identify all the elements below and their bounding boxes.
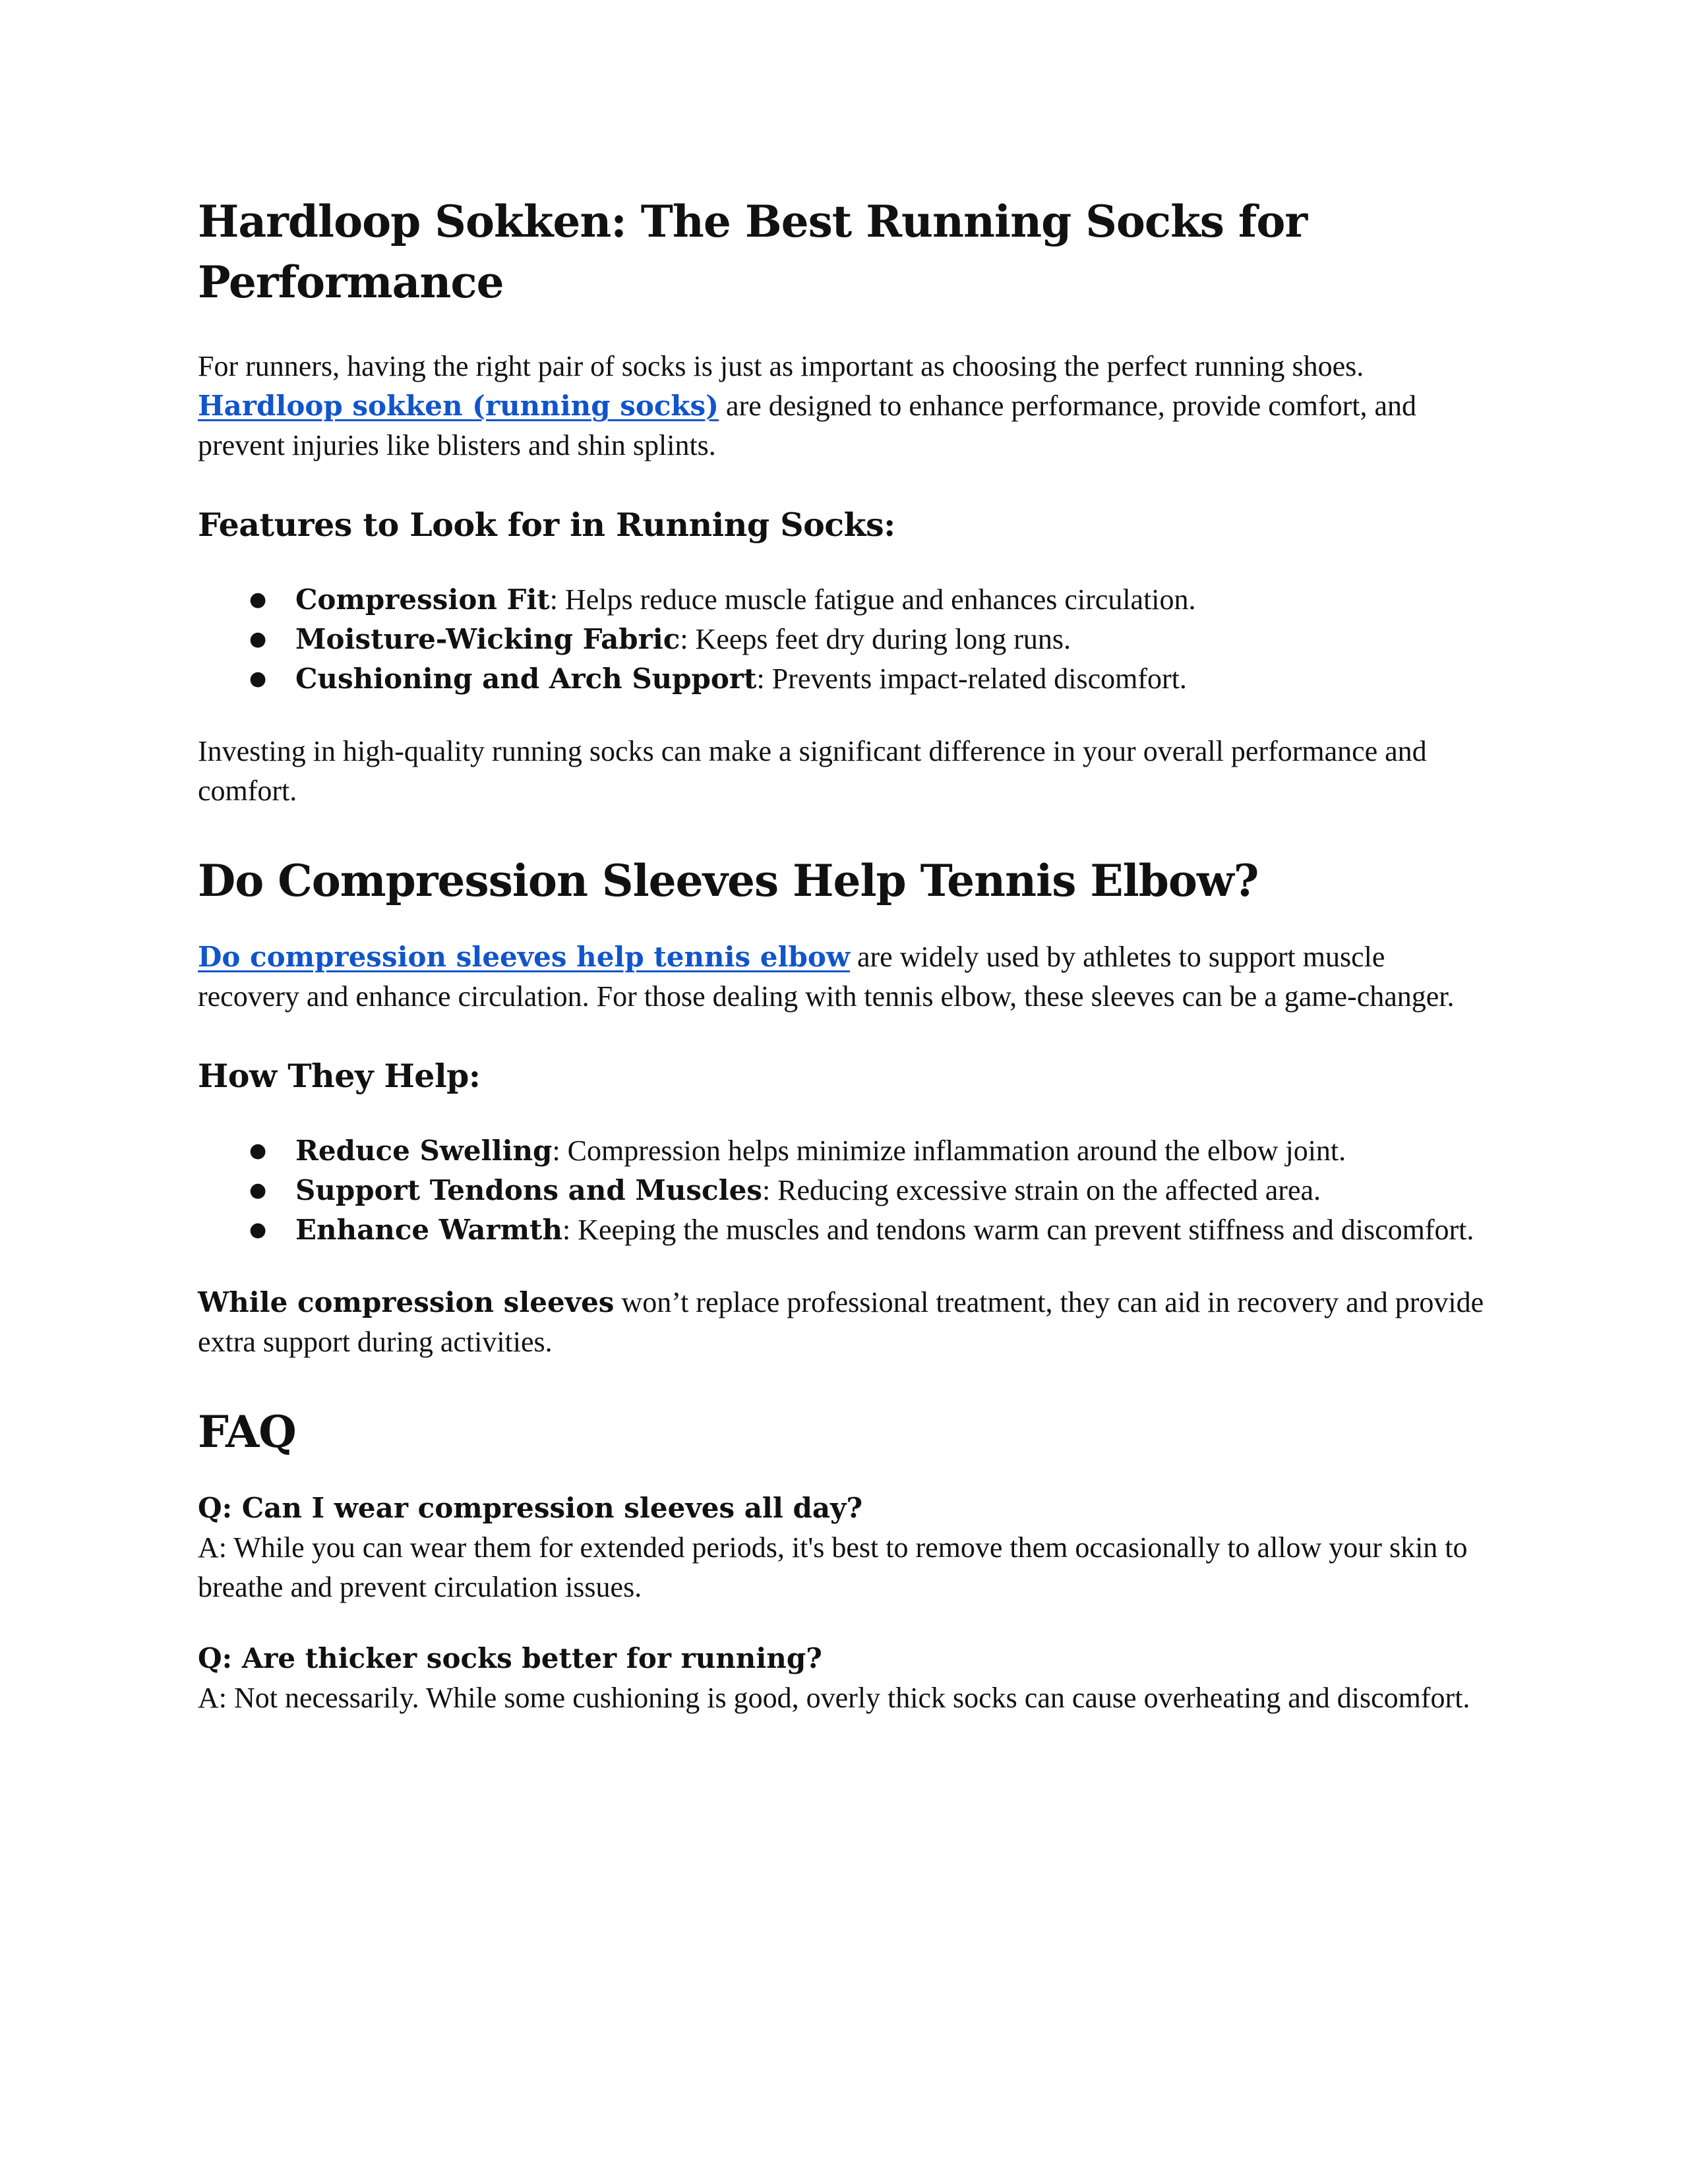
list-item bbox=[198, 1171, 1490, 1210]
faq-answer: A: Not necessarily. While some cushioning is good, overly thick socks can cause overheating and discomfort. bbox=[198, 1682, 1470, 1714]
list-item bbox=[198, 580, 1490, 620]
how-they-help-heading: How They Help: bbox=[198, 1057, 481, 1095]
help-term: Reduce Swelling bbox=[295, 1135, 553, 1167]
sleeves-title: Do Compression Sleeves Help Tennis Elbow? bbox=[198, 855, 1259, 906]
intro-text-before: For runners, having the right pair of socks is just as important as choosing the perfect running shoes. bbox=[198, 350, 1364, 382]
feature-desc: : Prevents impact-related discomfort. bbox=[756, 663, 1187, 695]
help-desc: : Compression helps minimize inflammation around the elbow joint. bbox=[552, 1135, 1346, 1167]
help-term: Support Tendons and Muscles bbox=[295, 1174, 762, 1206]
faq-question: Q: Can I wear compression sleeves all day? bbox=[198, 1492, 863, 1524]
help-desc: : Reducing excessive strain on the affected area. bbox=[762, 1174, 1321, 1206]
intro-paragraph bbox=[198, 347, 1490, 465]
list-item bbox=[198, 659, 1490, 699]
running-socks-link[interactable]: Hardloop sokken (running socks) bbox=[198, 390, 719, 422]
bullet-icon: ● bbox=[249, 1179, 267, 1202]
list-item bbox=[198, 1131, 1490, 1171]
faq-answer: A: While you can wear them for extended periods, it's best to remove them occasionally to allow your skin to breathe and prevent circulation issues. bbox=[198, 1531, 1468, 1603]
help-term: Enhance Warmth bbox=[295, 1214, 562, 1246]
help-list bbox=[198, 1131, 1490, 1250]
bullet-icon: ● bbox=[249, 667, 267, 690]
faq-item bbox=[198, 1639, 1490, 1718]
feature-term: Moisture-Wicking Fabric bbox=[295, 623, 680, 655]
sleeves-conclusion-bold: While compression sleeves bbox=[198, 1286, 615, 1318]
feature-term: Compression Fit bbox=[295, 583, 550, 616]
sleeves-conclusion bbox=[198, 1283, 1490, 1362]
features-heading: Features to Look for in Running Socks: bbox=[198, 506, 895, 544]
list-item bbox=[198, 1210, 1490, 1250]
faq-item bbox=[198, 1489, 1490, 1607]
feature-desc: : Keeps feet dry during long runs. bbox=[680, 623, 1071, 655]
faq-title: FAQ bbox=[198, 1406, 296, 1458]
help-desc: : Keeping the muscles and tendons warm can prevent stiffness and discomfort. bbox=[562, 1214, 1474, 1246]
bullet-icon: ● bbox=[249, 1139, 267, 1162]
faq-question: Q: Are thicker socks better for running? bbox=[198, 1642, 822, 1674]
bullet-icon: ● bbox=[249, 588, 267, 611]
article-title: Hardloop Sokken: The Best Running Socks for Performance bbox=[198, 196, 1308, 308]
compression-sleeves-link[interactable]: Do compression sleeves help tennis elbow bbox=[198, 941, 850, 973]
intro-text-after: are designed to enhance performance, provide comfort, and prevent injuries like blisters and shin splints. bbox=[198, 390, 1417, 461]
socks-conclusion: Investing in high-quality running socks can make a significant difference in your overall performance and comfort. bbox=[198, 735, 1427, 807]
bullet-icon: ● bbox=[249, 1218, 267, 1241]
list-item bbox=[198, 620, 1490, 659]
feature-desc: : Helps reduce muscle fatigue and enhances circulation. bbox=[549, 583, 1196, 616]
features-list bbox=[198, 580, 1490, 699]
feature-term: Cushioning and Arch Support bbox=[295, 663, 757, 695]
bullet-icon: ● bbox=[249, 628, 267, 651]
sleeves-conclusion-text: won’t replace professional treatment, they can aid in recovery and provide extra support during activities. bbox=[198, 1286, 1484, 1358]
document-page bbox=[198, 191, 1490, 1718]
sleeves-intro-paragraph bbox=[198, 937, 1490, 1017]
sleeves-intro-text: are widely used by athletes to support muscle recovery and enhance circulation. For those dealing with tennis elbow, these sleeves can be a game-changer. bbox=[198, 941, 1455, 1013]
